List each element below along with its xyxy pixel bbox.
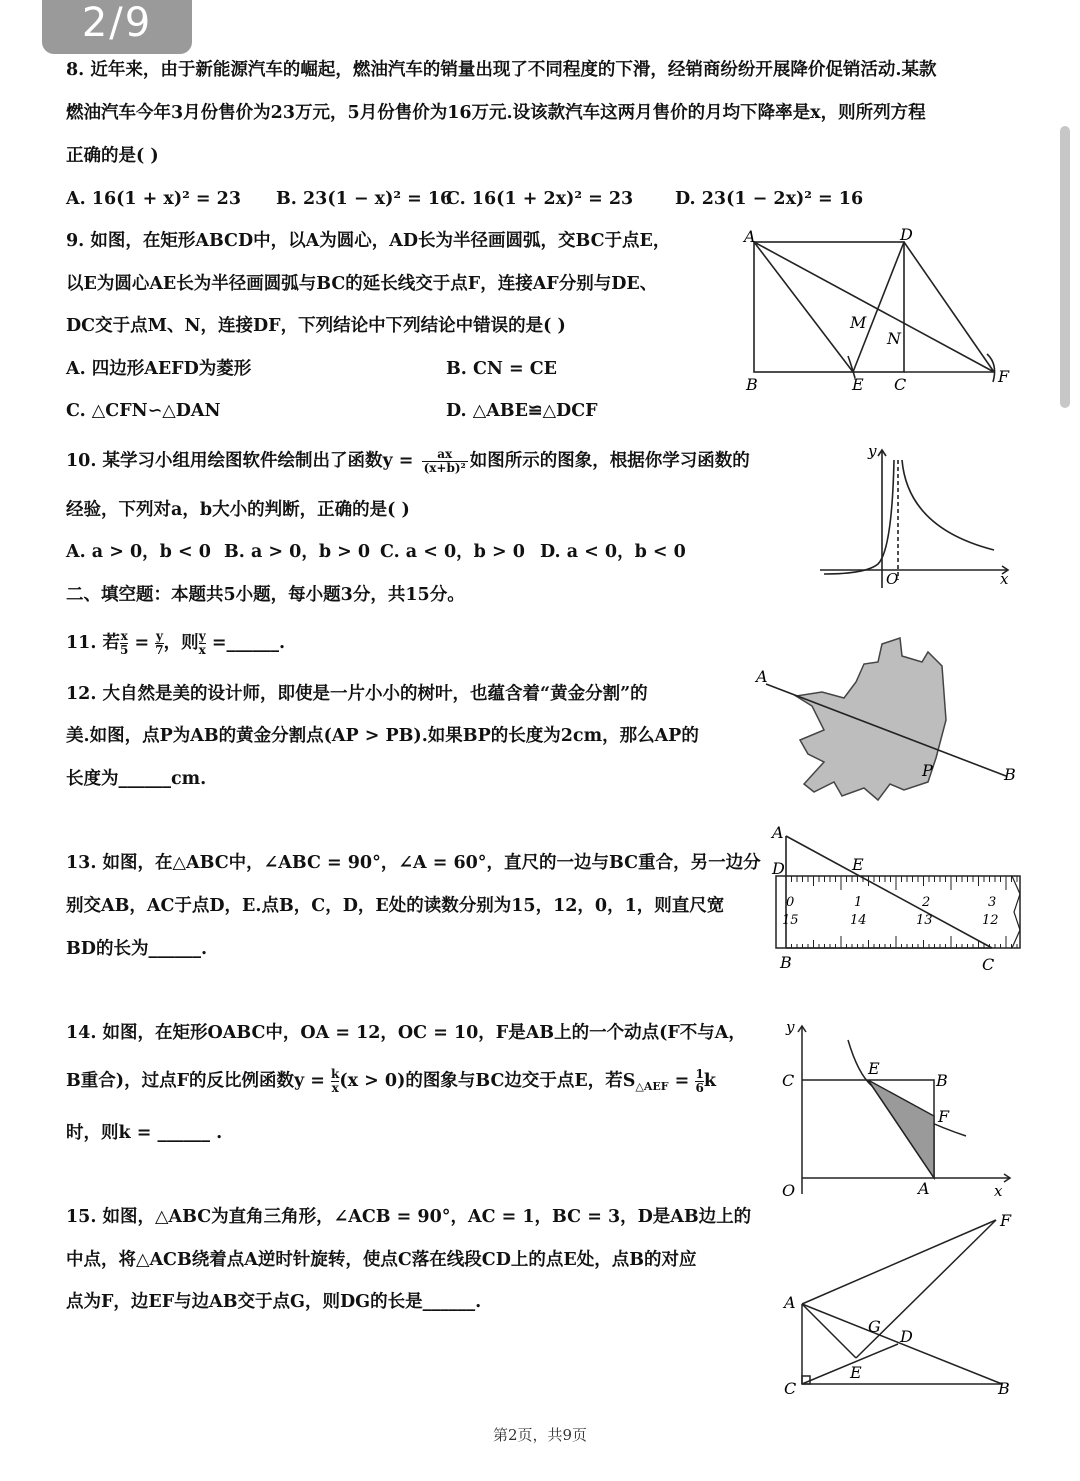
- q15-line2: 中点，将△ACB绕着点A逆时针旋转，使点C落在线段CD上的点E处，点B的对应: [66, 1250, 697, 1270]
- q12-label-b: B: [1004, 765, 1016, 784]
- q9-label-b: B: [746, 375, 758, 394]
- q14-label-x: x: [994, 1182, 1003, 1200]
- q10-text-post: 如图所示的图象，根据你学习函数的: [469, 451, 750, 471]
- q11-frac-2-num: y: [155, 629, 163, 643]
- page-indicator: 2/9: [42, 0, 192, 54]
- q14-line1: 14. 如图，在矩形OABC中，OA = 12，OC = 10，F是AB上的一个动点(F不与A，: [66, 1023, 746, 1043]
- ruler-mid-13: 13: [916, 913, 933, 928]
- q15-triangle-figure: [780, 1208, 1030, 1403]
- q14-label-c: C: [782, 1071, 795, 1090]
- q8-option-d: D. 23(1 − 2x)² = 16: [675, 189, 864, 209]
- q15-label-e: E: [850, 1363, 862, 1382]
- ruler-top-2: 2: [922, 895, 931, 910]
- q10-text-pre: 10. 某学习小组用绘图软件绘制出了函数y =: [66, 451, 420, 471]
- q14-label-o: O: [782, 1181, 796, 1200]
- q14-frac-s: [695, 1068, 703, 1095]
- q14-line2: [66, 1066, 716, 1102]
- q11-text-post: =______.: [205, 633, 286, 653]
- q14-rectangle-graph: [776, 1018, 1026, 1203]
- q10-frac-den: (x+b)²: [423, 461, 466, 475]
- q12-leaf-figure: [752, 634, 1027, 814]
- q14-text-mid: (x > 0)的图象与BC边交于点E，若S: [339, 1071, 636, 1091]
- q13-line2: 别交AB，AC于点D，E.点B，C，D，E处的读数分别为15，12，0，1，则直尺宽: [66, 896, 725, 916]
- q14-frac-s-den: 6: [695, 1081, 704, 1095]
- q9-option-b: B. CN = CE: [446, 359, 558, 379]
- q8-line1: 8. 近年来，由于新能源汽车的崛起，燃油汽车的销量出现了不同程度的下滑，经销商纷纷开展降价促销活动.某款: [66, 60, 937, 80]
- q11-frac-2: [155, 630, 163, 657]
- q15-label-f: F: [1000, 1211, 1012, 1230]
- q13-line1: 13. 如图，在△ABC中，∠ABC = 90°，∠A = 60°，直尺的一边与BC重合，另一边分: [66, 853, 761, 873]
- scrollbar[interactable]: [1060, 126, 1070, 408]
- q15-line3: 点为F，边EF与边AB交于点G，则DG的长是______.: [66, 1292, 482, 1312]
- q15-label-b: B: [998, 1379, 1010, 1398]
- q10-line1: [66, 448, 750, 475]
- q9-label-n: N: [887, 329, 901, 348]
- q9-label-a: A: [744, 228, 756, 246]
- q9-label-e: E: [852, 375, 864, 394]
- q9-label-f: F: [998, 367, 1010, 386]
- q9-line3: DC交于点M、N，连接DF，下列结论中下列结论中错误的是( ): [66, 316, 566, 336]
- q11-text-mid: ，则: [163, 633, 199, 653]
- q9-line1: 9. 如图，在矩形ABCD中，以A为圆心，AD长为半径画圆弧，交BC于点E，: [66, 231, 671, 251]
- q10-fraction: [422, 448, 468, 475]
- q13-label-a: A: [772, 823, 784, 842]
- q10-function-graph: [814, 440, 1024, 590]
- q13-line3: BD的长为______.: [66, 939, 208, 959]
- q13-label-d: D: [772, 859, 785, 878]
- q11-line: [66, 628, 285, 658]
- q8-option-a: A. 16(1 + x)² = 23: [66, 189, 241, 209]
- q13-label-c: C: [982, 955, 995, 974]
- q15-line1: 15. 如图，△ABC为直角三角形，∠ACB = 90°，AC = 1，BC = 3，D是AB边上的: [66, 1207, 752, 1227]
- q12-label-p: P: [922, 761, 933, 780]
- q10-label-o: O: [886, 570, 899, 588]
- q15-label-a: A: [784, 1293, 796, 1312]
- q8-option-b: B. 23(1 − x)² = 16: [276, 189, 453, 209]
- q14-text-pre: B重合)，过点F的反比例函数y =: [66, 1071, 332, 1091]
- section-2-heading: 二、填空题：本题共5小题，每小题3分，共15分。: [66, 585, 465, 605]
- ruler-mid-14: 14: [850, 913, 867, 928]
- q10-label-y: y: [868, 442, 877, 460]
- q15-label-d: D: [900, 1327, 913, 1346]
- q14-subscript: △AEF: [635, 1080, 669, 1093]
- q10-line2: 经验，下列对a，b大小的判断，正确的是( ): [66, 500, 410, 520]
- ruler-top-3: 3: [988, 895, 997, 910]
- page-footer: 第2页，共9页: [492, 1426, 588, 1444]
- q11-frac-3-den: x: [198, 643, 206, 657]
- q11-frac-3-num: y: [198, 629, 206, 643]
- q10-frac-num: ax: [422, 448, 468, 462]
- q8-line3: 正确的是( ): [66, 146, 159, 166]
- q12-line3: 长度为______cm.: [66, 769, 207, 789]
- q13-ruler-figure: [770, 822, 1030, 982]
- q11-frac-1-den: 5: [120, 643, 129, 657]
- q9-label-m: M: [850, 313, 867, 332]
- ruler-top-0: 0: [786, 895, 795, 910]
- q15-label-g: G: [868, 1317, 881, 1336]
- q15-label-c: C: [784, 1379, 797, 1398]
- q14-label-b: B: [936, 1071, 948, 1090]
- q10-option-d: D. a < 0，b < 0: [540, 542, 686, 562]
- ruler-mid-15: 15: [782, 913, 799, 928]
- q12-label-a: A: [756, 667, 768, 686]
- q14-label-a: A: [918, 1179, 930, 1198]
- q9-option-d: D. △ABE≌△DCF: [446, 401, 598, 421]
- q14-label-f: F: [938, 1107, 950, 1126]
- q14-eq: =: [668, 1071, 696, 1091]
- q11-eq: =: [128, 633, 156, 653]
- q9-option-c: C. △CFN∽△DAN: [66, 401, 221, 421]
- q10-label-x: x: [1000, 570, 1009, 588]
- q13-label-e: E: [852, 855, 864, 874]
- q10-option-c: C. a < 0，b > 0: [380, 542, 525, 562]
- q9-label-d: D: [900, 228, 913, 244]
- q14-frac-k-num: k: [331, 1067, 340, 1081]
- q11-frac-3: [199, 630, 206, 657]
- q11-frac-1-num: x: [120, 629, 128, 643]
- q14-label-e: E: [868, 1059, 880, 1078]
- q10-option-a: A. a > 0，b < 0: [66, 542, 211, 562]
- q14-frac-k-den: x: [331, 1081, 339, 1095]
- q9-label-c: C: [894, 375, 907, 394]
- q14-text-post: k: [703, 1071, 716, 1091]
- q13-label-b: B: [780, 953, 792, 972]
- q9-line2: 以E为圆心AE长为半径画圆弧与BC的延长线交于点F，连接AF分别与DE、: [66, 274, 658, 294]
- ruler-mid-12: 12: [982, 913, 999, 928]
- q14-label-y: y: [786, 1018, 795, 1036]
- q10-option-b: B. a > 0，b > 0: [224, 542, 371, 562]
- q14-frac-s-num: 1: [695, 1067, 704, 1081]
- q8-option-c: C. 16(1 + 2x)² = 23: [446, 189, 634, 209]
- q14-line3: 时，则k = ______ .: [66, 1123, 223, 1143]
- ruler-top-1: 1: [854, 895, 863, 910]
- q12-line2: 美.如图，点P为AB的黄金分割点(AP > PB).如果BP的长度为2cm，那么AP的: [66, 726, 699, 746]
- q11-text-pre: 11. 若: [66, 633, 121, 653]
- q8-line2: 燃油汽车今年3月份售价为23万元，5月份售价为16万元.设该款汽车这两月售价的月均下降率是x，则所列方程: [66, 103, 926, 123]
- q9-rectangle-figure: [740, 228, 1030, 398]
- q12-line1: 12. 大自然是美的设计师，即使是一片小小的树叶，也蕴含着“黄金分割”的: [66, 684, 648, 704]
- q9-option-a: A. 四边形AEFD为菱形: [66, 359, 252, 379]
- q11-frac-2-den: 7: [155, 643, 164, 657]
